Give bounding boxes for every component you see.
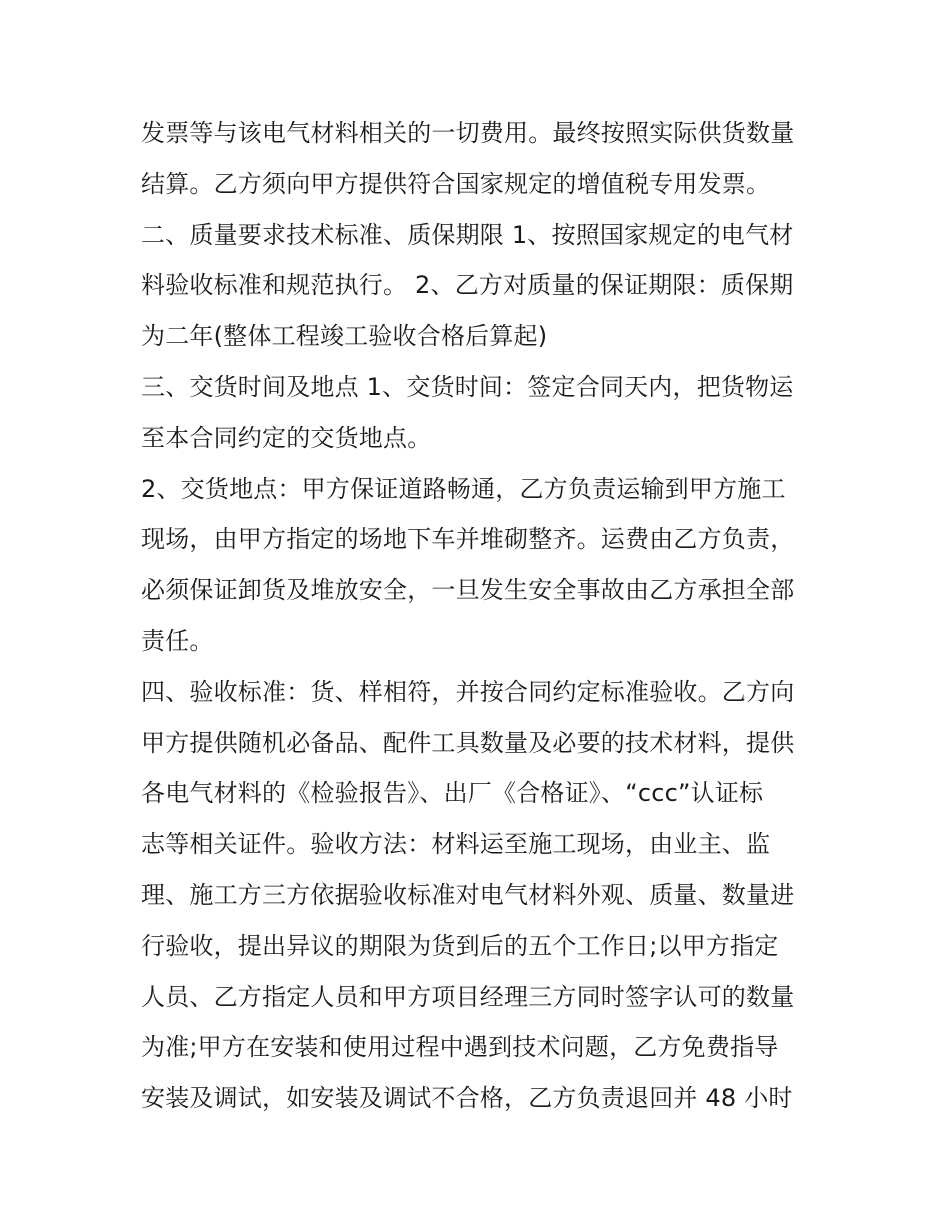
text-line: 发票等与该电气材料相关的一切费用。最终按照实际供货数量	[141, 119, 795, 147]
text-line: 理、施工方三方依据验收标准对电气材料外观、质量、数量进	[141, 880, 795, 909]
text-line: 志等相关证件。验收方法：材料运至施工现场，由业主、监	[141, 830, 771, 859]
text-line: 为二年(整体工程竣工验收合格后算起)	[141, 322, 548, 351]
text-line: 2、交货地点：甲方保证道路畅通，乙方负责运输到甲方施工	[141, 474, 786, 503]
text-line: 结算。乙方须向甲方提供符合国家规定的增值税专用发票。	[141, 169, 771, 198]
text-line: 二、质量要求技术标准、质保期限 1、按照国家规定的电气材	[141, 220, 794, 249]
text-line: 甲方提供随机必备品、配件工具数量及必要的技术材料，提供	[141, 728, 795, 757]
text-line: 各电气材料的《检验报告》、出厂《合格证》、“ccc”认证标	[141, 779, 764, 808]
text-line: 安装及调试，如安装及调试不合格，乙方负责退回并 48 小时	[141, 1084, 793, 1113]
text-line: 现场，由甲方指定的场地下车并堆砌整齐。运费由乙方负责，	[141, 525, 795, 554]
text-line: 四、验收标准：货、样相符，并按合同约定标准验收。乙方向	[141, 677, 795, 706]
text-line: 料验收标准和规范执行。 2、乙方对质量的保证期限：质保期	[141, 271, 794, 300]
text-line: 人员、乙方指定人员和甲方项目经理三方同时签字认可的数量	[141, 982, 795, 1011]
text-line: 为准;甲方在安装和使用过程中遇到技术问题，乙方免费指导	[141, 1033, 779, 1062]
text-line: 三、交货时间及地点 1、交货时间：签定合同天内，把货物运	[141, 372, 794, 401]
text-line: 至本合同约定的交货地点。	[141, 423, 432, 452]
document-body	[141, 108, 831, 1124]
text-line: 责任。	[141, 626, 214, 655]
text-line: 必须保证卸货及堆放安全，一旦发生安全事故由乙方承担全部	[141, 576, 795, 605]
text-line: 行验收，提出异议的期限为货到后的五个工作日;以甲方指定	[141, 931, 779, 960]
